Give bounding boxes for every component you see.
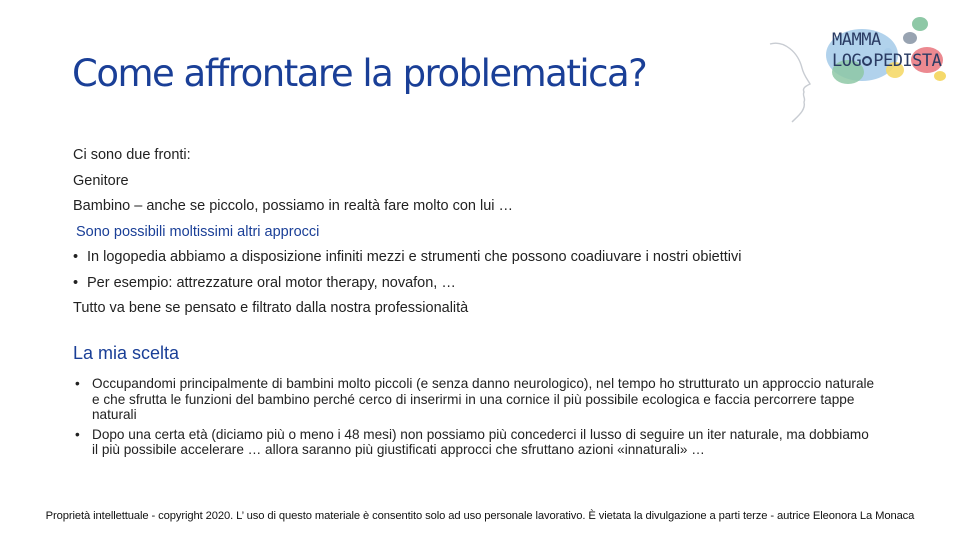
section-title: La mia scelta [73,343,180,363]
intro-line-3: Bambino – anche se piccolo, possiamo in realtà fare molto con lui … [73,198,514,214]
choice-bullet-2 [75,427,875,458]
intro-line-5: Tutto va bene se pensato e filtrato dalla nostra professionalità [73,300,469,316]
bullet-marker: • [73,274,79,291]
intro-bullet-1 [73,247,741,273]
mamma-logopedista-logo [762,10,952,125]
logo-line-2 [832,51,941,71]
logo-o-icon [862,56,872,66]
intro-line-2: Genitore [73,172,129,189]
intro-bullet-2 [73,273,741,299]
logo-line-2-a: LOG [832,51,862,71]
choice-bullet-1 [75,376,875,423]
copyright-footer: Proprietà intellettuale - copyright 2020. L’ uso di questo materiale è consentito solo ad uso personale lavorativo. È vietata la divulgazione a parti terze - autrice Eleonora La Monaca [45,510,915,522]
bullet-marker: • [75,426,80,442]
intro-line-4: Sono possibili moltissimi altri approcci [76,223,320,240]
intro-text [73,145,741,324]
intro-bullet-2-text: Per esempio: attrezzature oral motor therapy, novafon, … [87,274,456,291]
choice-bullet-1-text: Occupandomi principalmente di bambini molto piccoli (e senza danno neurologico), nel tempo ho strutturato un approccio naturale e che sfrutta le funzioni del bambino perché cerco di inserirmi in una cornice il più possibile ecologica e faccia percorrere tappe naturali [92,376,875,422]
choice-bullet-2-text: Dopo una certa età (diciamo più o meno i 48 mesi) non possiamo più concederci il lusso di seguire un iter naturale, ma dobbiamo il più possibile accelerare … allora saranno più giustificati approcci che sfruttano azioni «innaturali» … [92,426,869,457]
slide-title: Come affrontare la problematica? [72,52,647,95]
logo-line-2-b: PEDISTA [873,51,942,71]
intro-line-1: Ci sono due fronti: [73,147,191,163]
choice-list [75,376,875,462]
logo-line-1: MAMMA [832,30,881,50]
bullet-marker: • [75,376,80,391]
intro-bullet-1-text: In logopedia abbiamo a disposizione infiniti mezzi e strumenti che possono coadiuvare i nostri obiettivi [87,249,742,265]
bullet-marker: • [73,249,79,265]
